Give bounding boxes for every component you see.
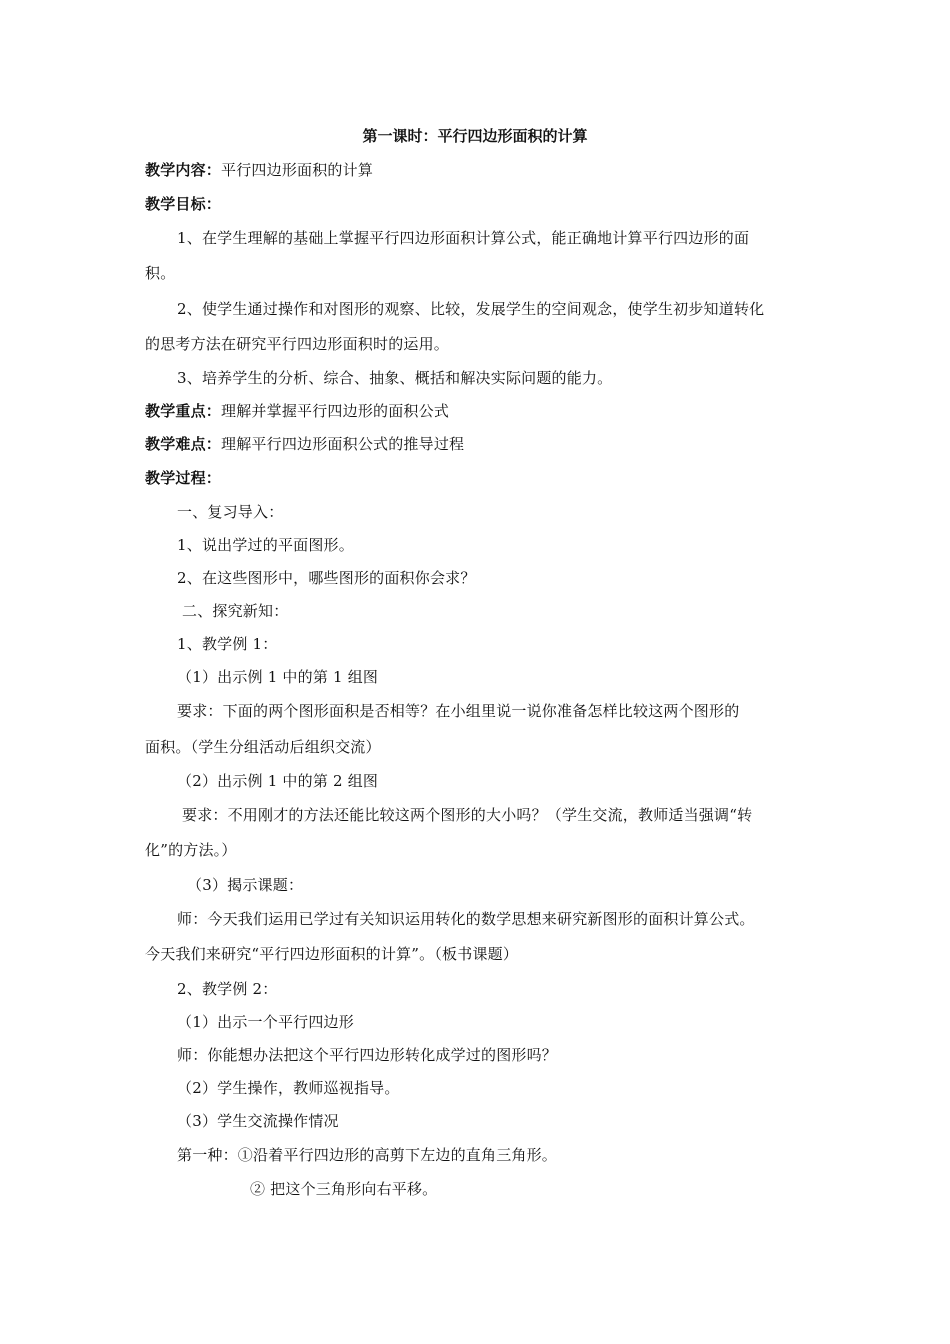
explore-heading: 二、探究新知： bbox=[182, 602, 289, 620]
example-1-requirement-2-line-2: 化”的方法。） bbox=[145, 841, 237, 859]
teacher-statement-1-line-1: 师：今天我们运用已学过有关知识运用转化的数学思想来研究新图形的面积计算公式。 bbox=[177, 910, 755, 928]
example-1-requirement-1-line-2: 面积。（学生分组活动后组织交流） bbox=[145, 738, 381, 756]
difficulty-value: 理解平行四边形面积公式的推导过程 bbox=[221, 435, 465, 453]
objective-2-line-2: 的思考方法在研究平行四边形面积时的运用。 bbox=[145, 335, 450, 353]
objective-2-line-1: 2、使学生通过操作和对图形的观察、比较，发展学生的空间观念，使学生初步知道转化 bbox=[177, 300, 765, 318]
objective-1-line-1: 1、在学生理解的基础上掌握平行四边形面积计算公式，能正确地计算平行四边形的面 bbox=[177, 229, 750, 247]
difficulty-label: 教学难点： bbox=[145, 435, 222, 453]
example-2-heading: 2、教学例 2： bbox=[177, 980, 278, 998]
example-1-requirement-1-line-1: 要求：下面的两个图形面积是否相等？在小组里说一说你准备怎样比较这两个图形的 bbox=[177, 702, 740, 720]
example-2-step-3: （3）学生交流操作情况 bbox=[177, 1112, 339, 1130]
key-point-line bbox=[145, 401, 449, 421]
review-item-1: 1、说出学过的平面图形。 bbox=[177, 536, 354, 554]
method-1-line-1: 第一种：①沿着平行四边形的高剪下左边的直角三角形。 bbox=[177, 1146, 558, 1164]
key-point-label: 教学重点： bbox=[145, 402, 222, 420]
example-2-step-1: （1）出示一个平行四边形 bbox=[177, 1013, 354, 1031]
teacher-statement-1-line-2: 今天我们来研究“平行四边形面积的计算”。（板书课题） bbox=[145, 945, 519, 963]
teaching-content-value: 平行四边形面积的计算 bbox=[221, 161, 374, 179]
objectives-label: 教学目标： bbox=[145, 195, 222, 213]
teaching-content-label: 教学内容： bbox=[145, 161, 222, 179]
example-1-heading: 1、教学例 1： bbox=[177, 635, 278, 653]
lesson-title: 第一课时：平行四边形面积的计算 bbox=[362, 127, 588, 145]
teaching-content-line bbox=[145, 160, 373, 180]
teacher-statement-2: 师：你能想办法把这个平行四边形转化成学过的图形吗？ bbox=[177, 1046, 558, 1064]
example-2-step-2: （2）学生操作，教师巡视指导。 bbox=[177, 1079, 400, 1097]
objective-3: 3、培养学生的分析、综合、抽象、概括和解决实际问题的能力。 bbox=[177, 369, 613, 387]
example-1-requirement-2-line-1: 要求：不用刚才的方法还能比较这两个图形的大小吗？（学生交流，教师适当强调“转 bbox=[182, 806, 753, 824]
example-1-step-2: （2）出示例 1 中的第 2 组图 bbox=[177, 772, 379, 790]
difficulty-line bbox=[145, 434, 464, 454]
example-1-step-1: （1）出示例 1 中的第 1 组图 bbox=[177, 668, 379, 686]
review-heading: 一、复习导入： bbox=[177, 503, 284, 521]
method-1-line-2: ② 把这个三角形向右平移。 bbox=[250, 1180, 438, 1198]
process-label: 教学过程： bbox=[145, 469, 222, 487]
objective-1-line-2: 积。 bbox=[145, 264, 176, 282]
key-point-value: 理解并掌握平行四边形的面积公式 bbox=[221, 402, 450, 420]
review-item-2: 2、在这些图形中，哪些图形的面积你会求？ bbox=[177, 569, 476, 587]
example-1-step-3: （3）揭示课题： bbox=[187, 876, 304, 894]
